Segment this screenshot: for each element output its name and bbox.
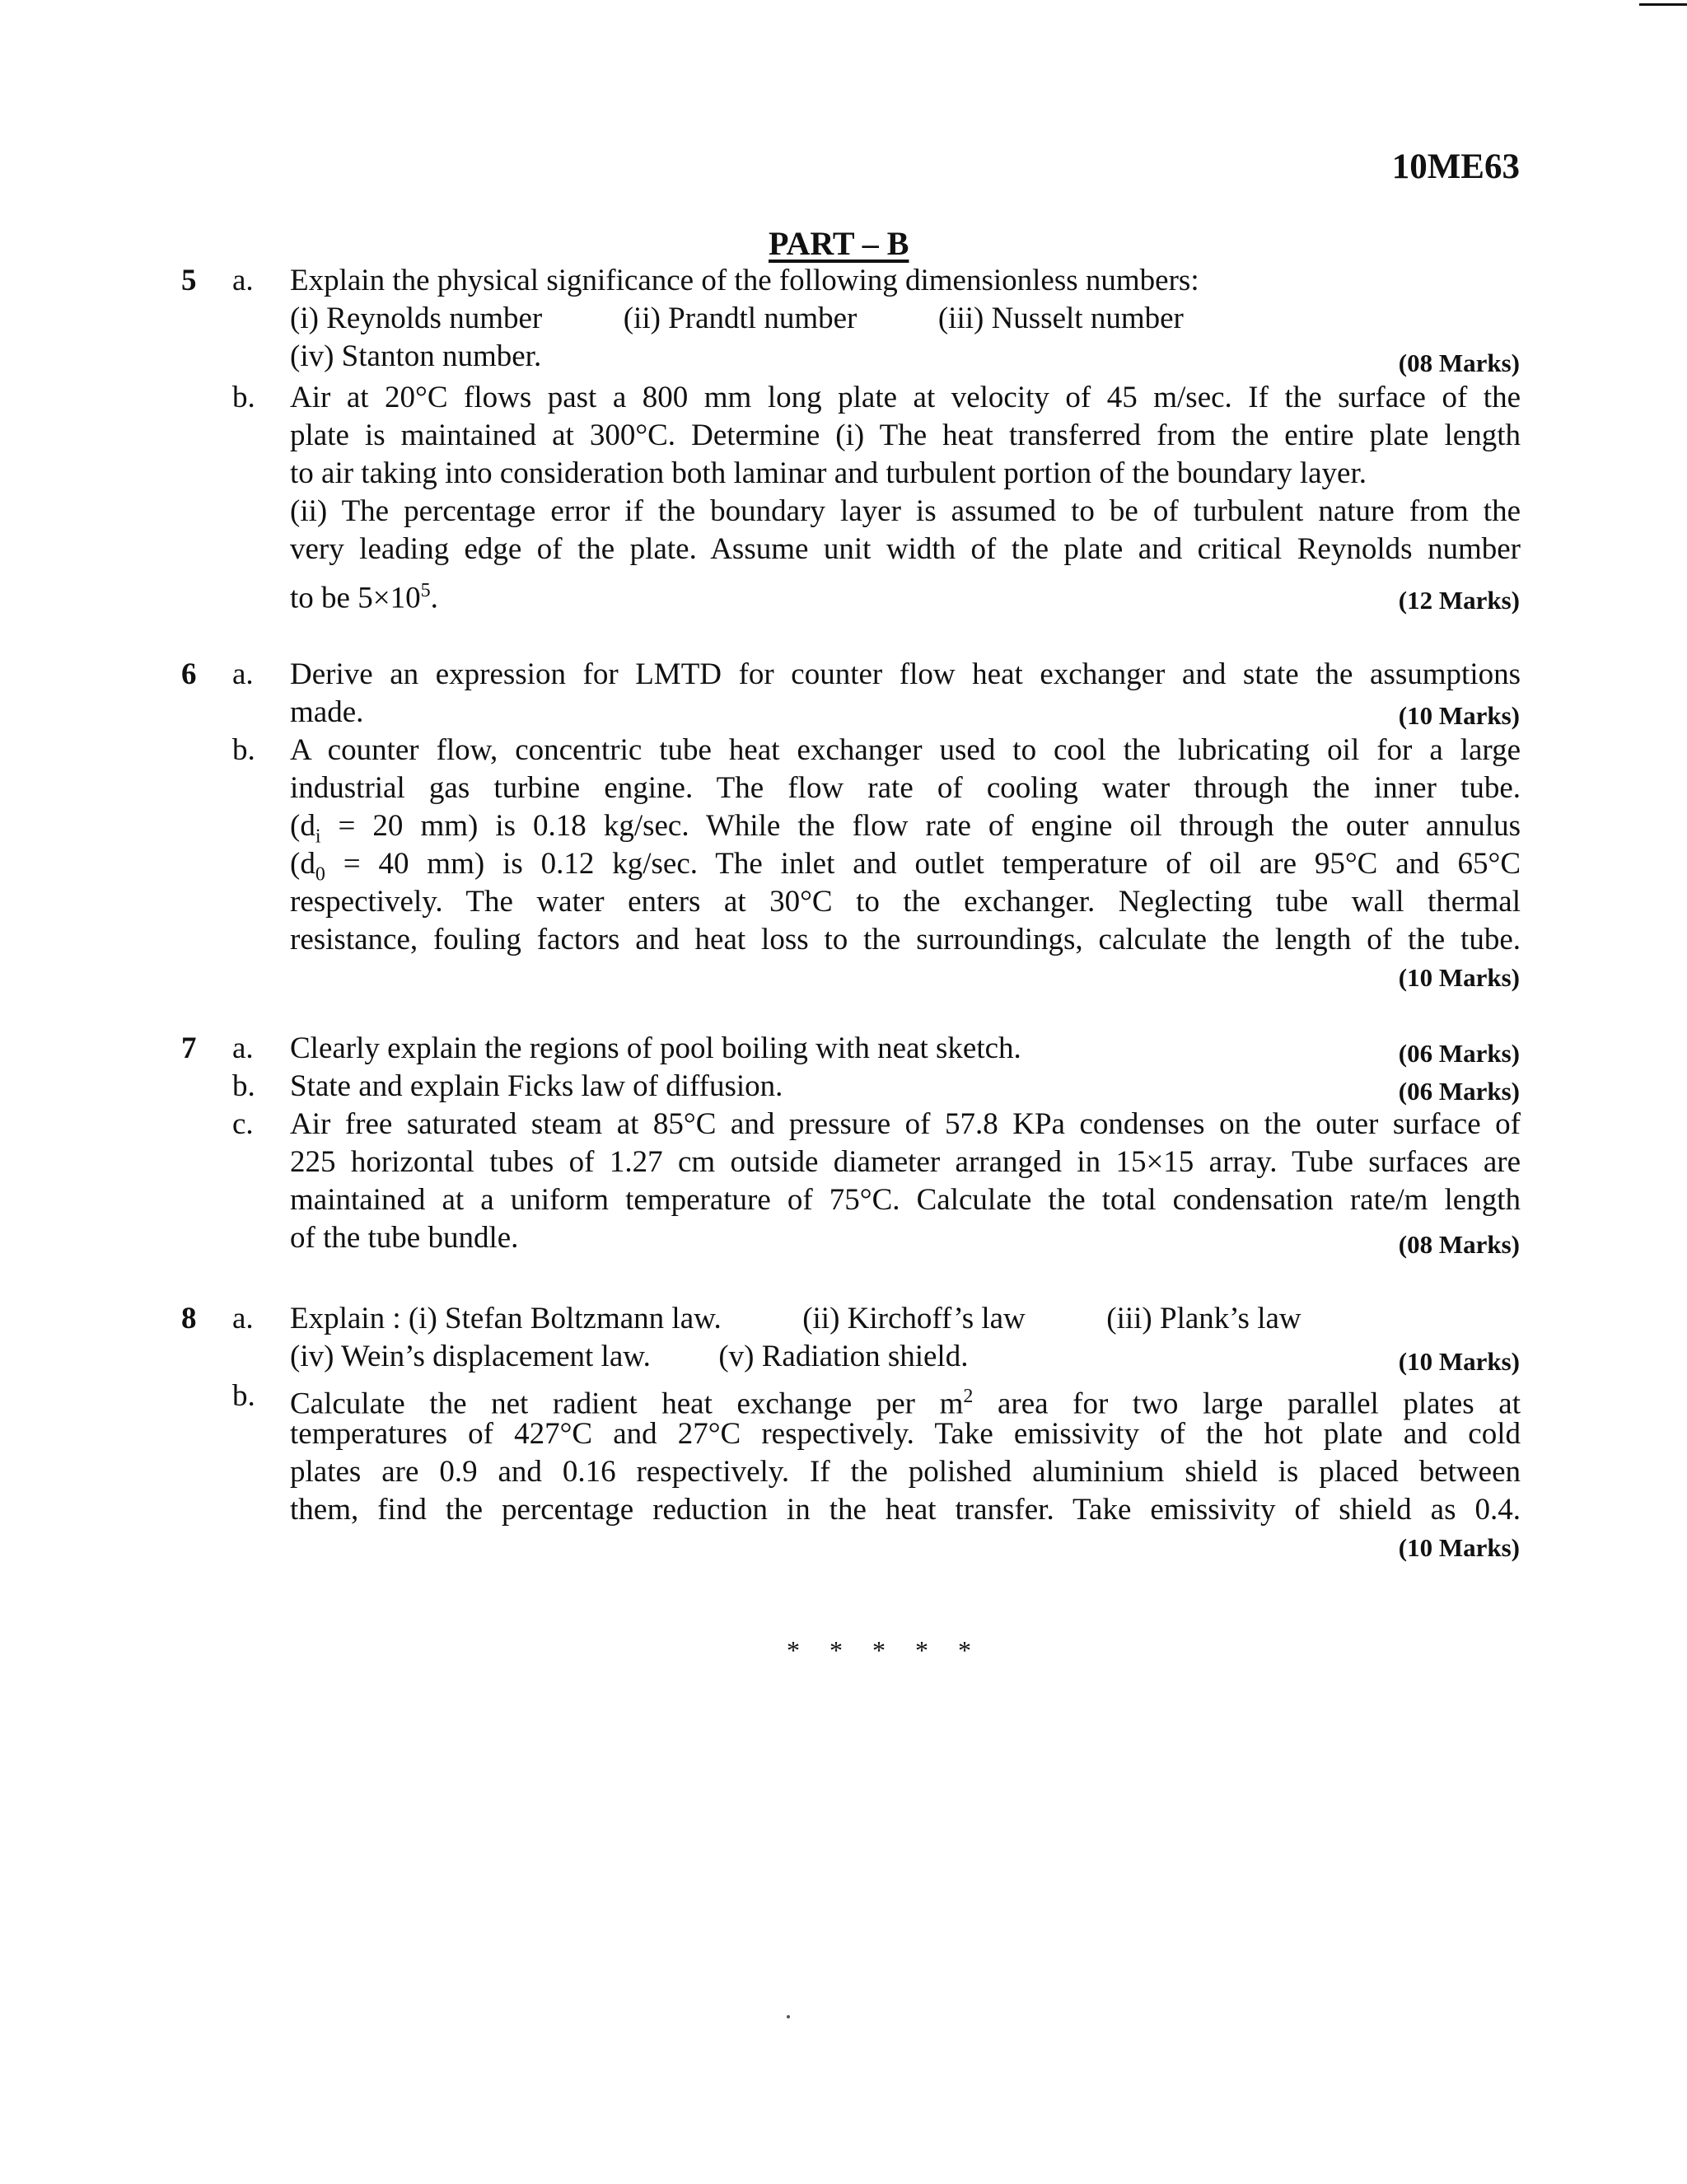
scan-dot <box>787 2015 790 2018</box>
question-8-number: 8 <box>181 1302 197 1335</box>
q7c-line1: Air free saturated steam at 85°C and pressure of 57.8 KPa condenses on the outer surface of <box>290 1107 1521 1141</box>
question-6-number: 6 <box>181 657 197 691</box>
q7b-marks: (06 Marks) <box>1398 1077 1520 1106</box>
q8a-marks: (10 Marks) <box>1398 1347 1520 1376</box>
q5a-line1: Explain the physical significance of the following dimensionless numbers: <box>290 264 1199 297</box>
q6b-line4-pre: (d <box>290 847 315 881</box>
q7b-letter: b. <box>232 1069 255 1103</box>
q5b-line2: plate is maintained at 300°C. Determine (i) The heat transferred from the entire plate length <box>290 419 1521 452</box>
q5b-letter: b. <box>232 381 255 414</box>
q5b-line1: Air at 20°C flows past a 800 mm long plate at velocity of 45 m/sec. If the surface of the <box>290 381 1521 414</box>
q5b-line3: to air taking into consideration both laminar and turbulent portion of the boundary layer. <box>290 456 1367 490</box>
q7c-line4: of the tube bundle. <box>290 1221 519 1255</box>
q5a-marks: (08 Marks) <box>1398 348 1520 377</box>
q6b-line4-sub: 0 <box>315 863 325 886</box>
q6b-line3-post: = 20 mm) is 0.18 kg/sec. While the flow rate of engine oil through the outer annulus <box>320 809 1521 843</box>
q8b-letter: b. <box>232 1379 255 1413</box>
q5b-line5: very leading edge of the plate. Assume unit width of the plate and critical Reynolds number <box>290 532 1521 566</box>
q7a-letter: a. <box>232 1031 254 1065</box>
q8a-letter: a. <box>232 1302 254 1335</box>
q6b-line3-sub: i <box>315 825 321 848</box>
q8b-line4: them, find the percentage reduction in the heat transfer. Take emissivity of shield as 0.4. <box>290 1493 1521 1527</box>
q8b-line1-pre: Calculate the net radient heat exchange per m <box>290 1387 964 1421</box>
q8a-opt3: (iii) Plank’s law <box>1106 1302 1301 1335</box>
q7c-line3: maintained at a uniform temperature of 75°C. Calculate the total condensation rate/m length <box>290 1183 1521 1217</box>
q6b-marks: (10 Marks) <box>1398 963 1520 992</box>
q6a-line2: made. <box>290 695 364 729</box>
q6b-letter: b. <box>232 733 255 767</box>
subject-code: 10ME63 <box>1391 147 1520 186</box>
q6b-line5: respectively. The water enters at 30°C to the exchanger. Neglecting tube wall thermal <box>290 885 1521 919</box>
q5b-line4: (ii) The percentage error if the boundary layer is assumed to be of turbulent nature from the <box>290 494 1521 528</box>
q8b-line3: plates are 0.9 and 0.16 respectively. If the polished aluminium shield is placed between <box>290 1455 1521 1489</box>
question-7-number: 7 <box>181 1031 197 1065</box>
q6b-line4-post: = 40 mm) is 0.12 kg/sec. The inlet and outlet temperature of oil are 95°C and 65°C <box>325 847 1521 881</box>
q8a-opt1: Explain : (i) Stefan Boltzmann law. <box>290 1302 722 1335</box>
q5a-options-row1 <box>290 300 1521 338</box>
q6a-letter: a. <box>232 657 254 691</box>
part-heading: PART – B <box>769 225 909 262</box>
q7b-line1: State and explain Ficks law of diffusion. <box>290 1069 783 1103</box>
q7c-line2: 225 horizontal tubes of 1.27 cm outside diameter arranged in 15×15 array. Tube surfaces are <box>290 1145 1521 1179</box>
q6b-line2: industrial gas turbine engine. The flow rate of cooling water through the inner tube. <box>290 771 1521 805</box>
q5b-marks: (12 Marks) <box>1398 586 1520 615</box>
q7c-letter: c. <box>232 1107 254 1141</box>
q6b-line3-pre: (d <box>290 809 315 843</box>
q6b-line1: A counter flow, concentric tube heat exchanger used to cool the lubricating oil for a large <box>290 733 1521 767</box>
q8a-opt5: (v) Radiation shield. <box>718 1340 969 1373</box>
q5a-letter: a. <box>232 264 254 297</box>
q8a-opt4: (iv) Wein’s displacement law. <box>290 1340 651 1373</box>
q6b-line6: resistance, fouling factors and heat loss to the surroundings, calculate the length of the tube. <box>290 923 1521 956</box>
q8b-line2: temperatures of 427°C and 27°C respectively. Take emissivity of the hot plate and cold <box>290 1417 1521 1451</box>
q5a-opt1: (i) Reynolds number <box>290 302 543 335</box>
q5a-opt4: (iv) Stanton number. <box>290 339 542 373</box>
q8a-opt2: (ii) Kirchoff’s law <box>802 1302 1026 1335</box>
q7a-marks: (06 Marks) <box>1398 1039 1520 1068</box>
q5b-line6-post: . <box>430 581 438 615</box>
q8a-options-row1 <box>290 1300 1521 1338</box>
q8a-options-row2 <box>290 1338 1521 1376</box>
q5b-line6 <box>290 572 1521 617</box>
question-5-number: 5 <box>181 264 197 297</box>
q5a-opt3: (iii) Nusselt number <box>937 302 1184 335</box>
q6a-line1: Derive an expression for LMTD for counter flow heat exchanger and state the assumptions <box>290 657 1521 691</box>
corner-mark <box>1639 3 1687 6</box>
q5b-line6-pre: to be 5×10 <box>290 581 421 615</box>
q5b-line6-sup: 5 <box>420 580 431 601</box>
q7c-marks: (08 Marks) <box>1398 1230 1520 1259</box>
end-stars: * * * * * <box>787 1635 983 1665</box>
q8b-marks: (10 Marks) <box>1398 1533 1520 1562</box>
q5a-opt2: (ii) Prandtl number <box>623 302 858 335</box>
q8b-line1-post: area for two large parallel plates at <box>973 1387 1521 1421</box>
q8b-line1-sup: 2 <box>963 1386 974 1407</box>
q7a-line1: Clearly explain the regions of pool boiling with neat sketch. <box>290 1031 1021 1065</box>
q6a-marks: (10 Marks) <box>1398 701 1520 730</box>
